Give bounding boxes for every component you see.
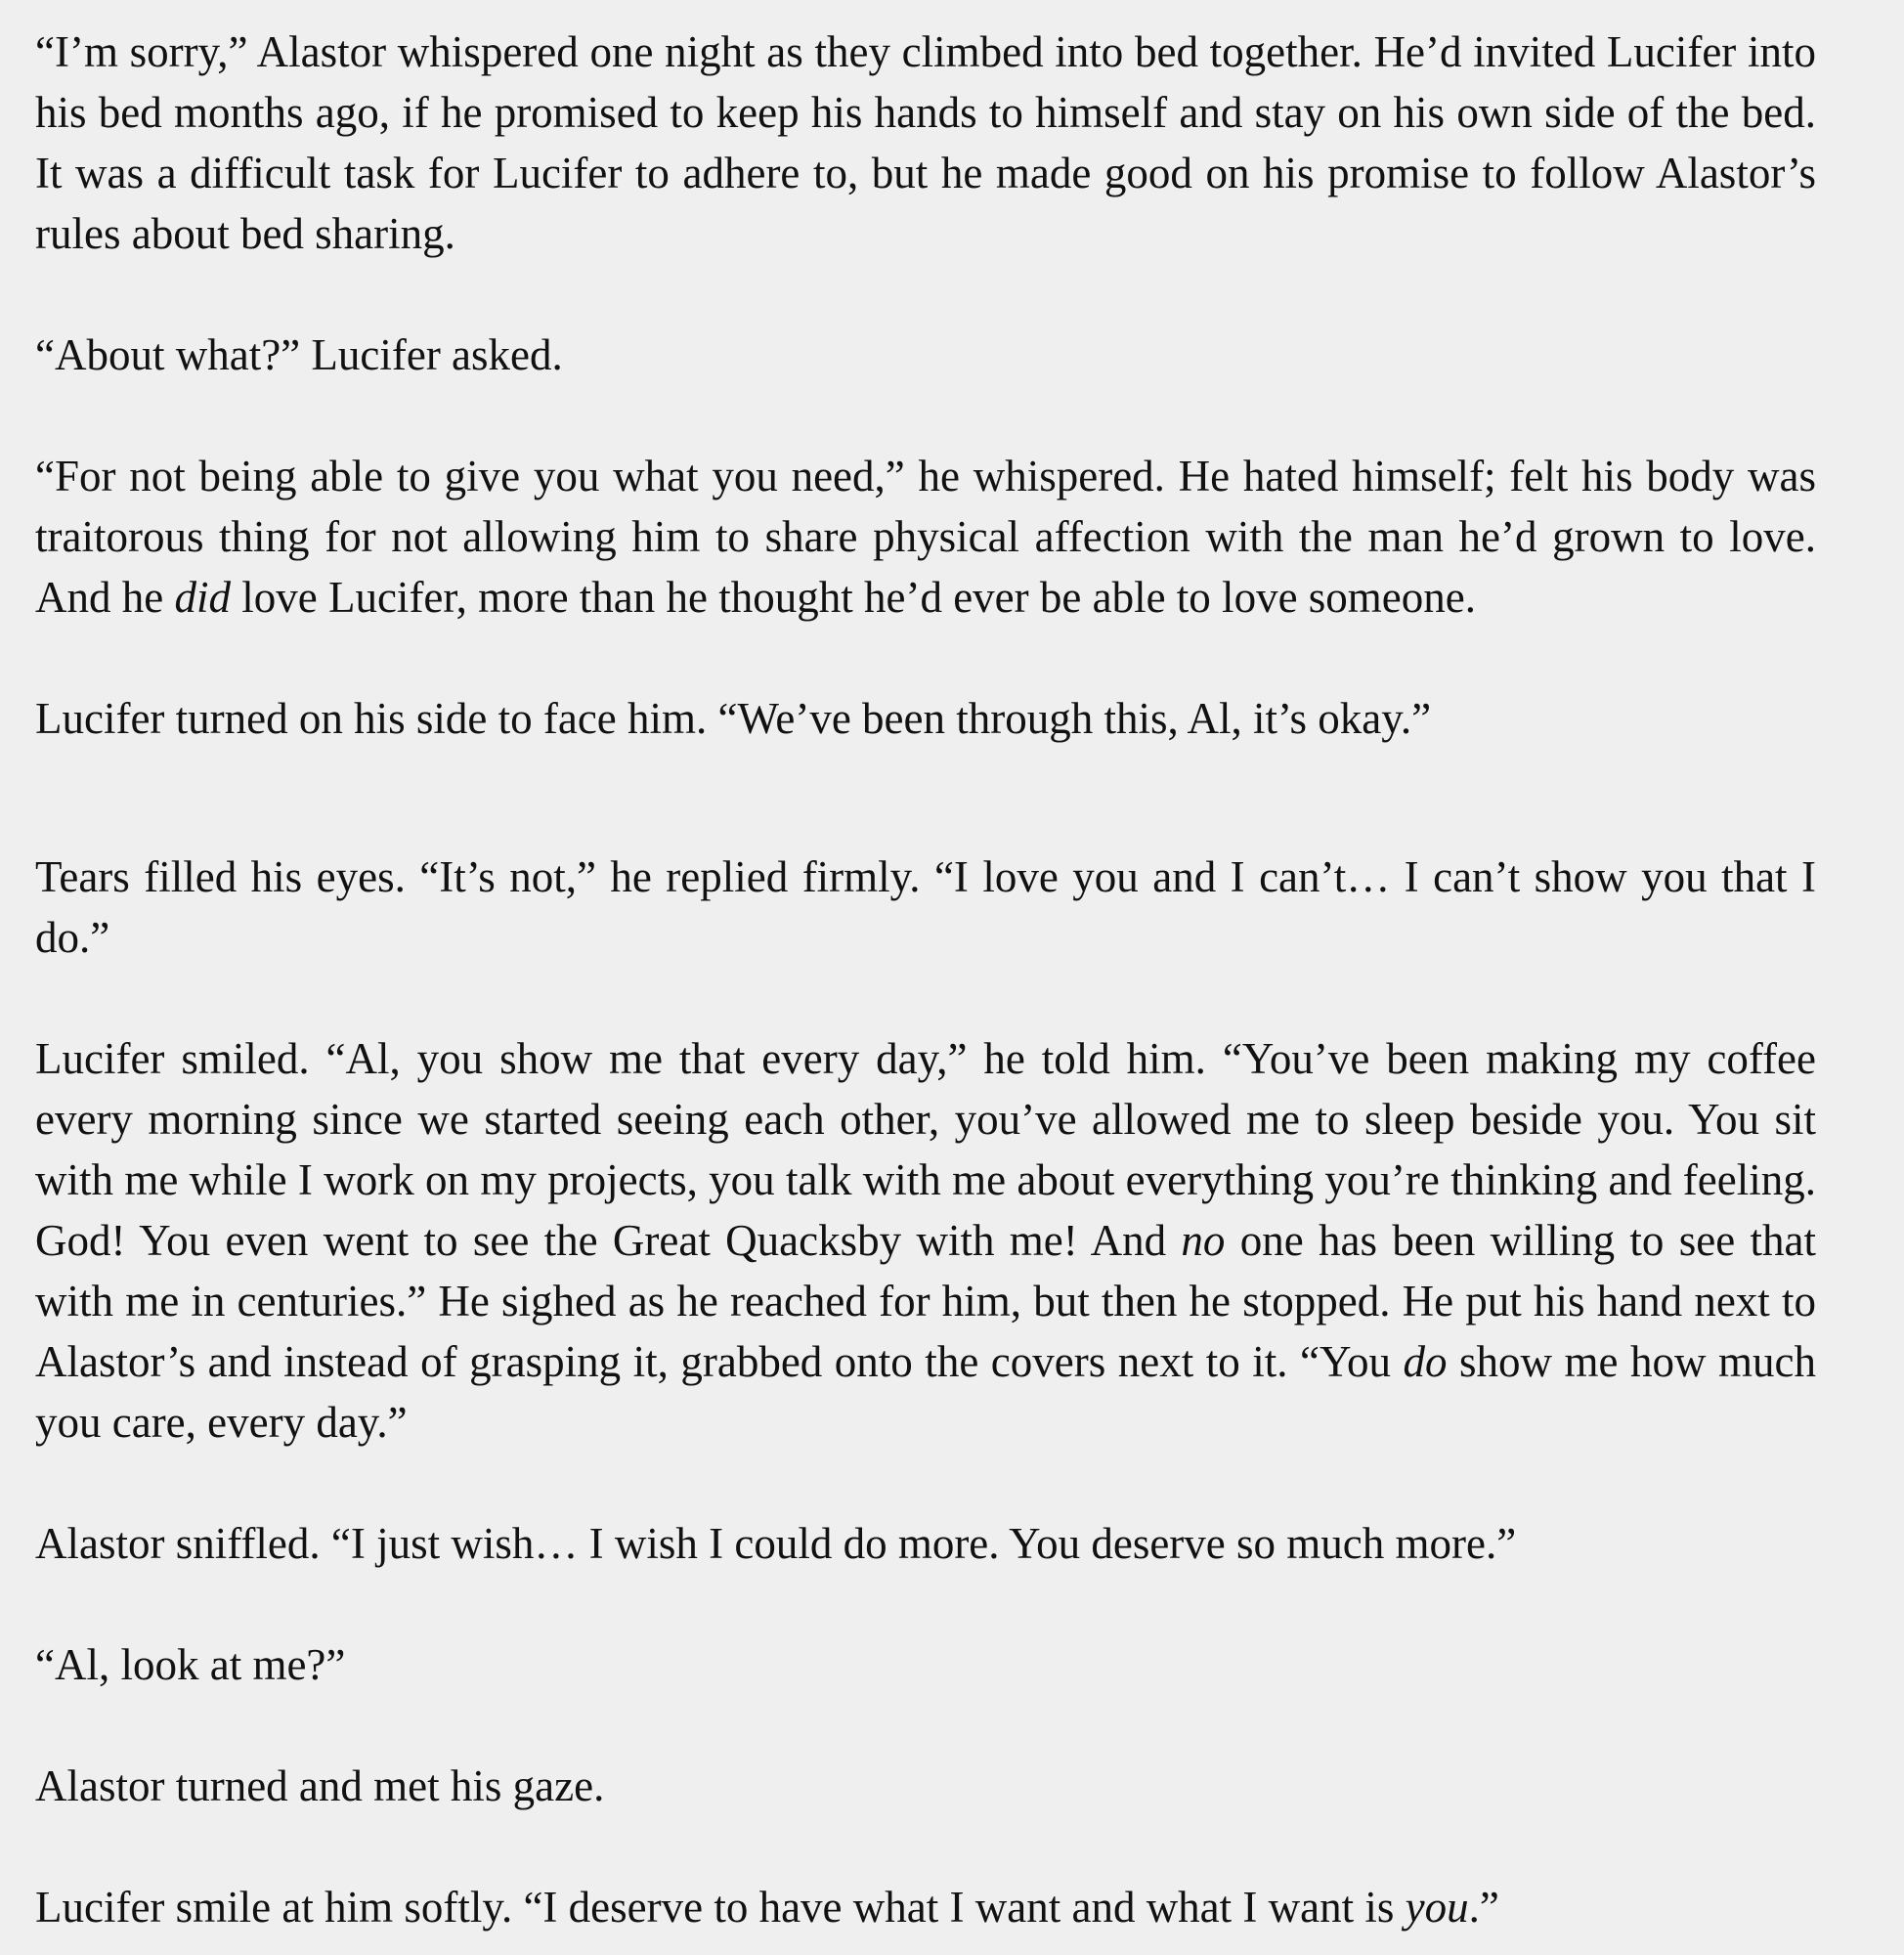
paragraph-10	[35, 1877, 1816, 1937]
paragraph-text: “Al, look at me?”	[35, 1640, 346, 1689]
italic-emphasis: no	[1181, 1216, 1226, 1265]
paragraph-5	[35, 847, 1816, 968]
paragraph-gap	[35, 385, 1816, 446]
paragraph-text: “I’m sorry,” Alastor whispered one night as they climbed into bed together. He’d invited Lucifer into his bed months ago, if he promised to keep his hands to himself and stay on his own side of the bed. It was a difficult task for Lucifer to adhere to, but he made good on his promise to follow Alastor’s rules about bed sharing.	[35, 27, 1816, 258]
paragraph-gap	[35, 1695, 1816, 1756]
paragraph-9	[35, 1756, 1816, 1816]
paragraph-text: Alastor sniffled. “I just wish… I wish I could do more. You deserve so much more.”	[35, 1519, 1517, 1568]
paragraph-text: one has been willing to see that with me in centuries.” He sighed as he reached for him, but then he stopped. He put his hand next to Alastor’s and instead of grasping it, grabbed onto the covers next to it. “You	[35, 1216, 1816, 1386]
paragraph-8	[35, 1634, 1816, 1695]
italic-emphasis: did	[174, 573, 231, 622]
paragraph-gap	[35, 1816, 1816, 1877]
paragraph-text: show me how much you care, every day.”	[35, 1337, 1816, 1447]
paragraph-3	[35, 446, 1816, 628]
paragraph-text: .”	[1468, 1883, 1499, 1932]
paragraph-gap	[35, 1574, 1816, 1634]
paragraph-1	[35, 22, 1816, 264]
document-page	[35, 22, 1816, 1937]
paragraph-6	[35, 1028, 1816, 1453]
italic-emphasis: you	[1405, 1883, 1469, 1932]
paragraph-text: “About what?” Lucifer asked.	[35, 330, 563, 379]
paragraph-text: Tears filled his eyes. “It’s not,” he replied firmly. “I love you and I can’t… I can’t show you that I do.”	[35, 852, 1816, 962]
paragraph-gap	[35, 1453, 1816, 1513]
paragraph-gap	[35, 264, 1816, 325]
italic-emphasis: do	[1403, 1337, 1448, 1386]
paragraph-gap	[35, 628, 1816, 688]
paragraph-4	[35, 688, 1816, 749]
paragraph-7	[35, 1513, 1816, 1574]
paragraph-gap-large	[35, 749, 1816, 847]
paragraph-gap	[35, 968, 1816, 1028]
paragraph-text: Alastor turned and met his gaze.	[35, 1761, 605, 1810]
paragraph-text: Lucifer smiled. “Al, you show me that every day,” he told him. “You’ve been making my coffee every morning since we started seeing each other, you’ve allowed me to sleep beside you. You sit with me while I work on my projects, you talk with me about everything you’re thinking and feeling. God! You even went to see the Great Quacksby with me! And	[35, 1034, 1816, 1265]
paragraph-text: Lucifer smile at him softly. “I deserve to have what I want and what I want is	[35, 1883, 1406, 1932]
paragraph-text: “For not being able to give you what you need,” he whispered. He hated himself; felt his body was traitorous thing for not allowing him to share physical affection with the man he’d grown to love. And he	[35, 452, 1816, 622]
paragraph-text: Lucifer turned on his side to face him. “We’ve been through this, Al, it’s okay.”	[35, 694, 1432, 743]
paragraph-text: love Lucifer, more than he thought he’d ever be able to love someone.	[231, 573, 1476, 622]
paragraph-2	[35, 325, 1816, 385]
